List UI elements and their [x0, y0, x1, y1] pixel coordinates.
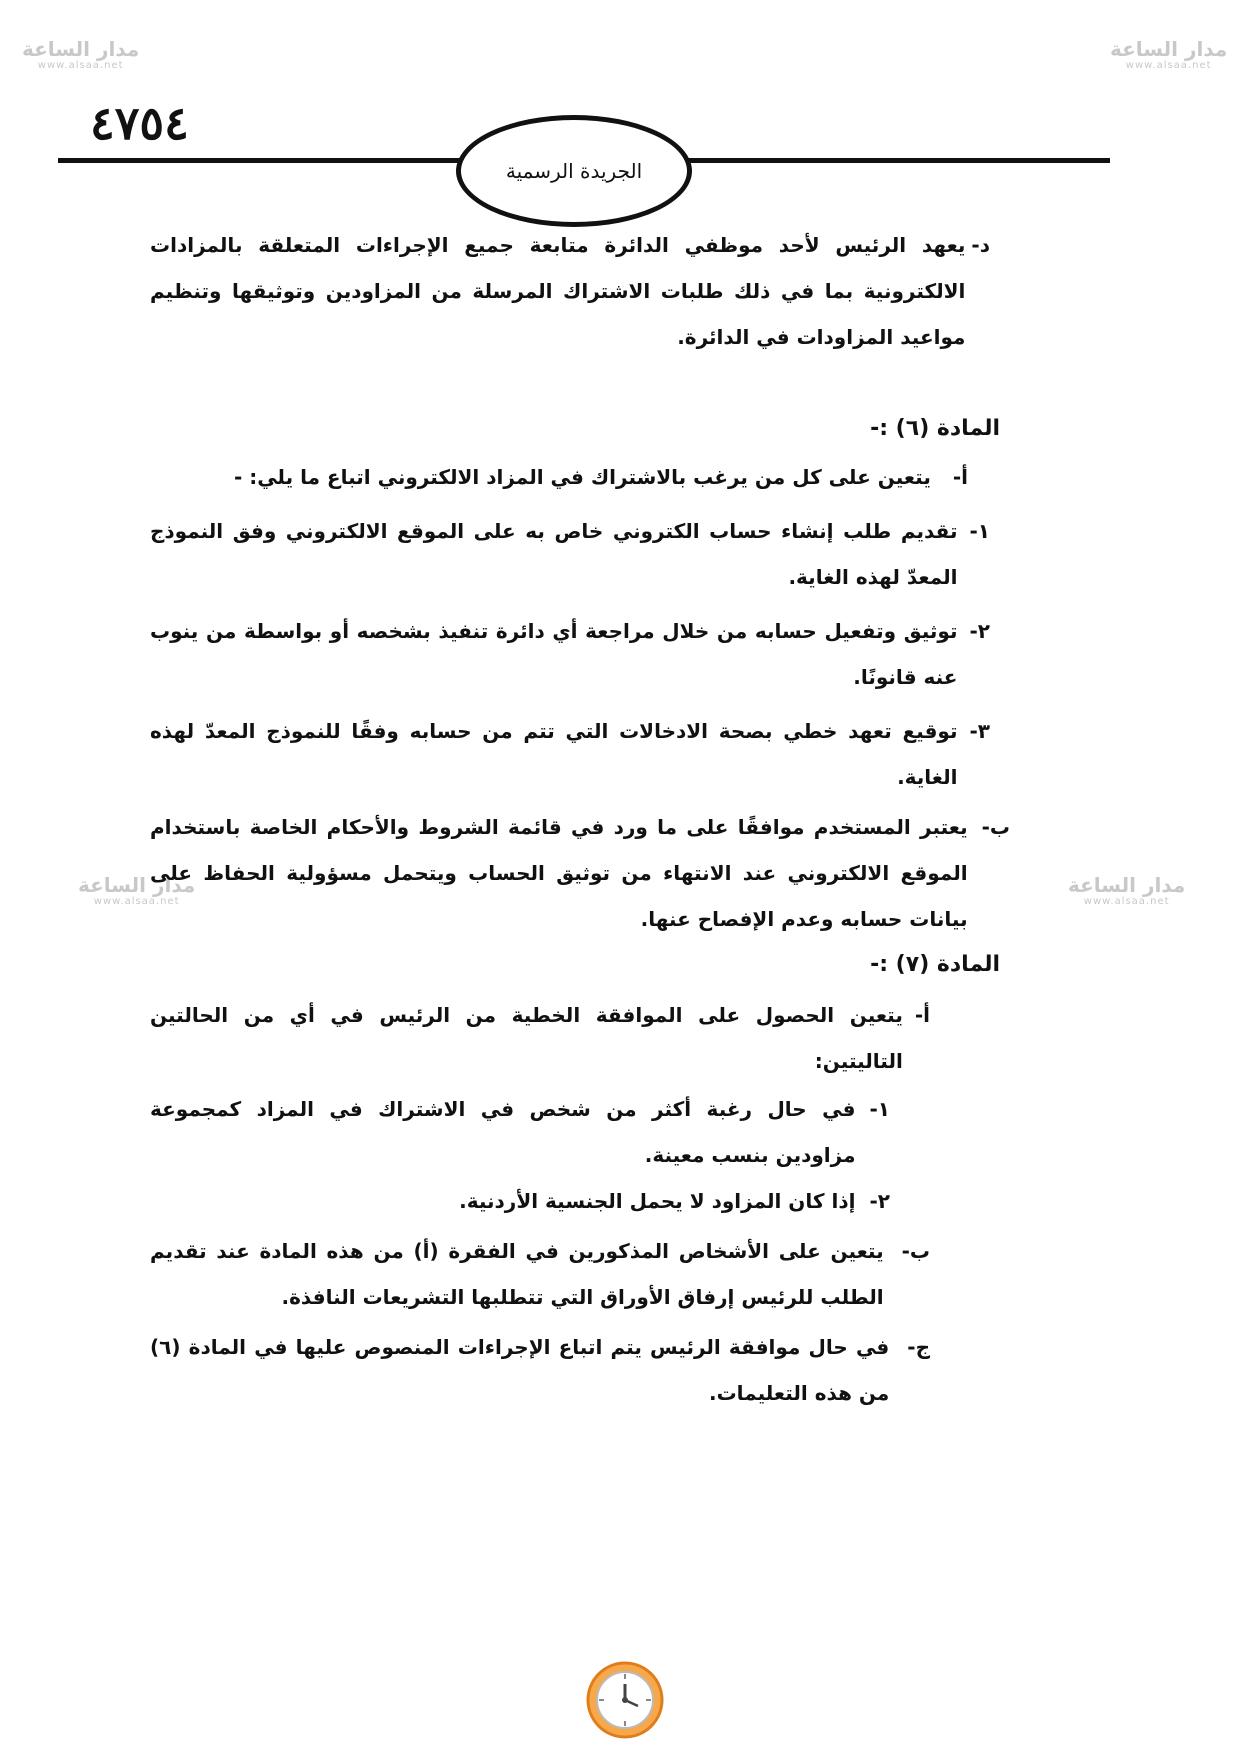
item-marker: ١- — [969, 519, 990, 543]
article-7-clause-c — [150, 1324, 930, 1416]
watermark-url: www.alsaa.net — [93, 896, 180, 907]
clause-marker: ب- — [981, 815, 1010, 839]
watermark-url: www.alsaa.net — [1083, 896, 1170, 907]
item-marker: ٢- — [869, 1189, 890, 1213]
clause-marker: ج- — [907, 1335, 930, 1359]
item-text: توثيق وتفعيل حسابه من خلال مراجعة أي دائرة تنفيذ بشخصه أو بواسطة من ينوب عنه قانونًا. — [150, 619, 958, 689]
item-marker: ٢- — [969, 619, 990, 643]
clause-text: يتعين على كل من يرغب بالاشتراك في المزاد الالكتروني اتباع ما يلي: - — [233, 465, 931, 489]
item-text: إذا كان المزاود لا يحمل الجنسية الأردنية. — [459, 1189, 856, 1213]
clause-marker: ب- — [901, 1239, 930, 1263]
page-number: ٤٧٥٤ — [90, 96, 189, 150]
watermark-name: مدار الساعة — [22, 37, 140, 61]
item-text: تقديم طلب إنشاء حساب الكتروني خاص به على الموقع الالكتروني وفق النموذج المعدّ لهذه الغاية. — [150, 519, 958, 589]
clause-marker: أ- — [952, 465, 968, 489]
watermark-name: مدار الساعة — [78, 873, 196, 897]
article-6-item-3 — [150, 708, 990, 800]
item-marker: ١- — [869, 1097, 890, 1121]
article-6-title: المادة (٦) :- — [870, 416, 1000, 441]
watermark-url: www.alsaa.net — [1125, 60, 1212, 71]
clause-text: يتعين الحصول على الموافقة الخطية من الرئيس في أي من الحالتين التاليتين: — [150, 1003, 903, 1073]
article-7-item-2 — [150, 1178, 890, 1224]
clause-text: يعتبر المستخدم موافقًا على ما ورد في قائمة الشروط والأحكام الخاصة باستخدام الموقع الالكتروني عند الانتهاء من توثيق الحساب ويتحمل مسؤولية الحفاظ على بيانات حسابه وعدم الإفصاح عنها. — [150, 815, 968, 931]
clause-marker: أ- — [914, 1003, 930, 1027]
watermark-name: مدار الساعة — [1068, 873, 1186, 897]
article-6-clause-a — [150, 454, 968, 500]
article-6-item-2 — [150, 608, 990, 700]
clause-marker: د- — [971, 233, 990, 257]
clock-logo-icon — [585, 1660, 665, 1740]
spacer — [150, 360, 990, 406]
gazette-title: الجريدة الرسمية — [505, 159, 643, 183]
intro-clause — [150, 222, 990, 360]
article-6-item-1 — [150, 508, 990, 600]
clause-text: في حال موافقة الرئيس يتم اتباع الإجراءات المنصوص عليها في المادة (٦) من هذه التعليمات. — [150, 1335, 890, 1405]
article-6-clause-b — [150, 804, 1010, 942]
watermark-mid-right — [1068, 874, 1185, 907]
article-7-title: المادة (٧) :- — [870, 952, 1000, 977]
watermark-top-left — [22, 38, 139, 71]
article-7-clause-b — [150, 1228, 930, 1320]
item-marker: ٣- — [969, 719, 990, 743]
clause-text: يتعين على الأشخاص المذكورين في الفقرة (أ) من هذه المادة عند تقديم الطلب للرئيس إرفاق الأوراق التي تتطلبها التشريعات النافذة. — [150, 1239, 884, 1309]
item-text: توقيع تعهد خطي بصحة الادخالات التي تتم من حسابه وفقًا للنموذج المعدّ لهذه الغاية. — [150, 719, 958, 789]
watermark-top-right — [1110, 38, 1227, 71]
article-7-clause-a — [150, 992, 930, 1084]
item-text: في حال رغبة أكثر من شخص في الاشتراك في المزاد كمجموعة مزاودين بنسب معينة. — [150, 1097, 856, 1167]
article-7-item-1 — [150, 1086, 890, 1178]
gazette-title-oval — [456, 115, 692, 227]
clause-text: يعهد الرئيس لأحد موظفي الدائرة متابعة جميع الإجراءات المتعلقة بالمزادات الالكترونية بما في ذلك طلبات الاشتراك المرسلة من المزاودين وتوثيقها وتنظيم مواعيد المزاودات في الدائرة. — [150, 233, 966, 349]
watermark-url: www.alsaa.net — [37, 60, 124, 71]
document-body — [150, 222, 1010, 1416]
watermark-name: مدار الساعة — [1110, 37, 1228, 61]
